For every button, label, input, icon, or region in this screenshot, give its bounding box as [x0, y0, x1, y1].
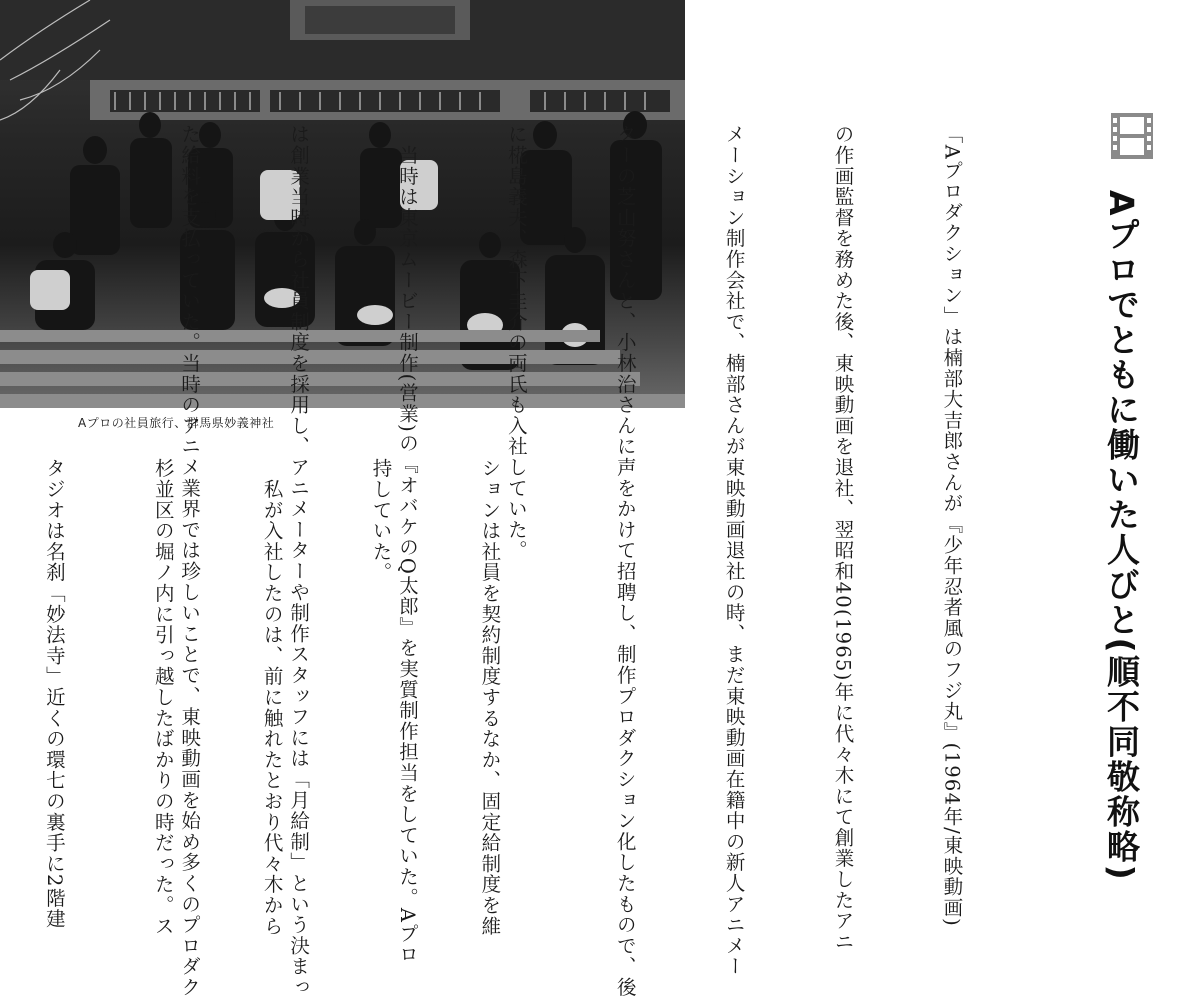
photo-caption: Aプロの社員旅行、群馬県妙義神社	[78, 416, 275, 430]
body-text-lower	[20, 458, 580, 937]
text-line: に椛島義夫、森下圭介の両氏も入社していた。	[504, 124, 528, 561]
text-line: 当時は東京ムービー制作(営業)の『オバケのQ太郎』を実質制作担当をしていた。Aプロ	[395, 124, 419, 965]
text-line: 持していた。	[369, 458, 393, 583]
text-line: 杉並区の堀ノ内に引っ越したばかりの時だった。ス	[151, 458, 175, 937]
text-line: ションは社員を契約制度するなか、固定給制度を維	[478, 458, 502, 937]
text-line: は創業当時から社員制度を採用し、アニメーターや制作スタッフには「月給制」という決まっ	[287, 124, 311, 998]
text-line: ターの芝山努さんと、小林治さんに声をかけて招聘し、制作プロダクション化したもので、後	[613, 124, 637, 998]
text-line: 「Aプロダクション」は楠部大吉郎さんが『少年忍者風のフジ丸』(1964年/東映動画)	[940, 124, 964, 928]
text-line: の作画監督を務めた後、東映動画を退社、翌昭和40(1965)年に代々木にて創業したアニ	[831, 124, 855, 953]
text-line: た給料を支払っていた。当時のアニメ業界では珍しいことで、東映動画を始め多くのプロダク	[178, 124, 202, 998]
section-heading: Aプロでともに働いた人びと(順不同敬称略)	[1102, 190, 1141, 882]
film-strip-icon	[1111, 113, 1153, 159]
text-line: タジオは名刹「妙法寺」近くの環七の裏手に2階建	[42, 458, 66, 930]
text-line: 私が入社したのは、前に触れたとおり代々木から	[260, 458, 284, 937]
text-line: メーション制作会社で、楠部さんが東映動画退社の時、まだ東映動画在籍中の新人アニメー	[722, 124, 746, 977]
